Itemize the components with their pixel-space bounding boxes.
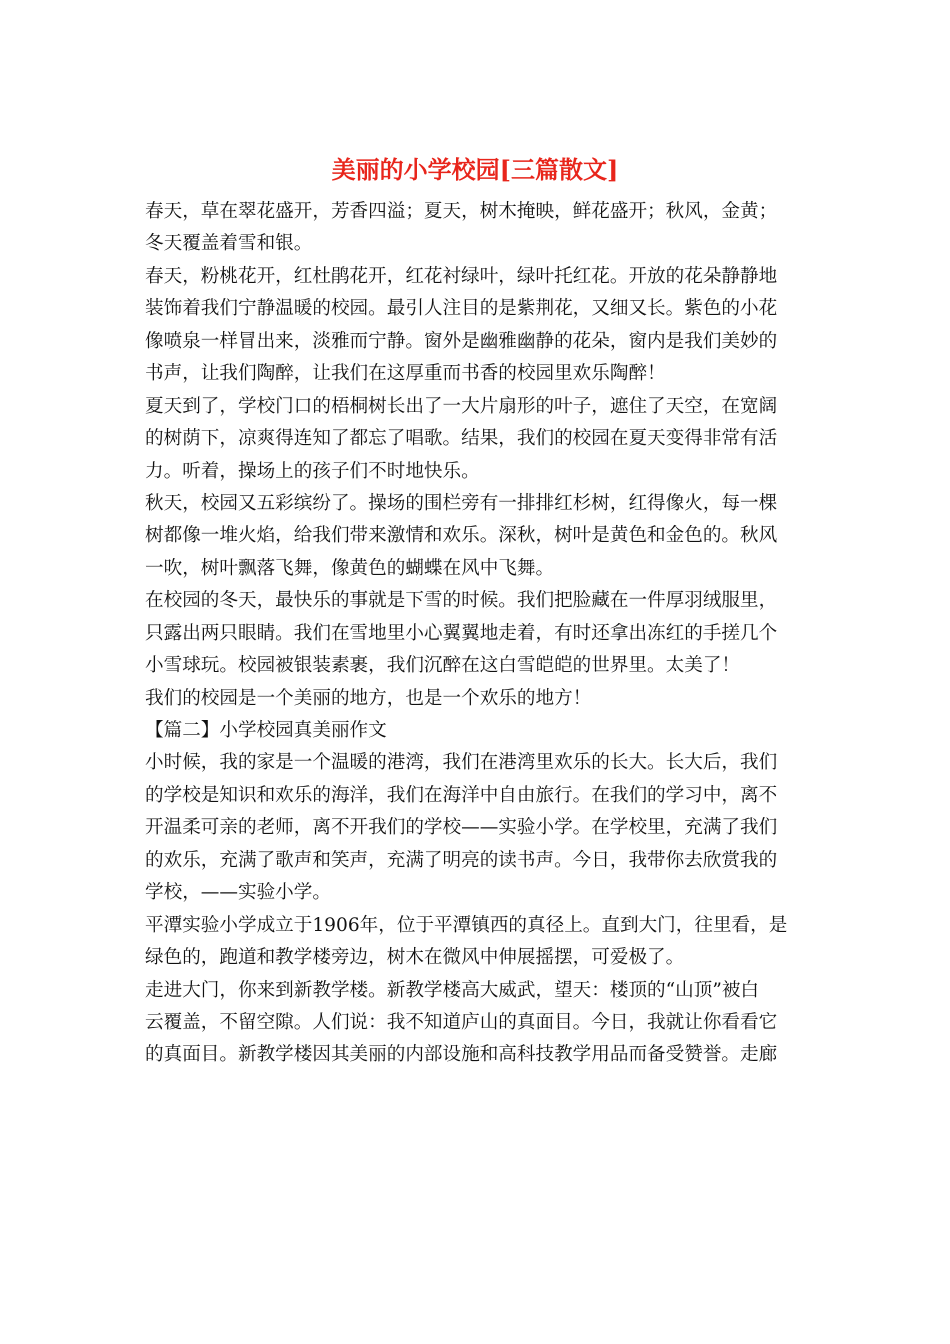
text-line: 春天，粉桃花开，红杜鹃花开，红花衬绿叶，绿叶托红花。开放的花朵静静地 (145, 265, 778, 287)
text-line: 夏天到了，学校门口的梧桐树长出了一大片扇形的叶子，遮住了天空，在宽阔 (145, 395, 778, 417)
text-line: 小雪球玩。校园被银装素裹，我们沉醉在这白雪皑皑的世界里。太美了！ (145, 655, 741, 677)
text-line: 开温柔可亲的老师，离不开我们的学校——实验小学。在学校里，充满了我们 (145, 817, 778, 839)
text-line: 秋天，校园又五彩缤纷了。操场的围栏旁有一排排红杉树，红得像火，每一棵 (145, 492, 778, 514)
text-line: 只露出两只眼睛。我们在雪地里小心翼翼地走着，有时还拿出冻红的手搓几个 (145, 622, 778, 644)
text-line: 树都像一堆火焰，给我们带来激情和欢乐。深秋，树叶是黄色和金色的。秋风 (145, 525, 778, 547)
text-line: 的欢乐，充满了歌声和笑声，充满了明亮的读书声。今日，我带你去欣赏我的 (145, 849, 778, 871)
text-line: 书声，让我们陶醉，让我们在这厚重而书香的校园里欢乐陶醉！ (145, 363, 666, 385)
text-line: 冬天覆盖着雪和银。 (145, 233, 313, 255)
text-line: 一吹，树叶飘落飞舞，像黄色的蝴蝶在风中飞舞。 (145, 557, 555, 579)
text-line: 走进大门，你来到新教学楼。新教学楼高大威武，望天：楼顶的“山顶”被白 (145, 979, 760, 1001)
text-line: 的真面目。新教学楼因其美丽的内部设施和高科技教学用品而备受赞誉。走廊 (145, 1044, 778, 1066)
document-title: 美丽的小学校园[三篇散文] (331, 155, 619, 184)
text-line: 云覆盖，不留空隙。人们说：我不知道庐山的真面目。今日，我就让你看看它 (145, 1011, 778, 1033)
text-line: 的树荫下，凉爽得连知了都忘了唱歌。结果，我们的校园在夏天变得非常有活 (145, 428, 778, 450)
text-line: 像喷泉一样冒出来，淡雅而宁静。窗外是幽雅幽静的花朵，窗内是我们美妙的 (145, 330, 778, 352)
document-body (145, 196, 805, 1072)
text-line: 平潭实验小学成立于1906年，位于平潭镇西的真径上。直到大门，往里看，是 (145, 914, 788, 936)
text-line: 我们的校园是一个美丽的地方，也是一个欢乐的地方！ (145, 687, 592, 709)
text-line: 在校园的冬天，最快乐的事就是下雪的时候。我们把脸藏在一件厚羽绒服里， (145, 590, 778, 612)
text-line: 的学校是知识和欢乐的海洋，我们在海洋中自由旅行。在我们的学习中，离不 (145, 784, 778, 806)
text-line: 力。听着，操场上的孩子们不时地快乐。 (145, 460, 480, 482)
text-line: 装饰着我们宁静温暖的校园。最引人注目的是紫荆花，又细又长。紫色的小花 (145, 298, 778, 320)
section-heading: 【篇二】小学校园真美丽作文 (145, 720, 387, 741)
text-line: 学校，——实验小学。 (145, 882, 331, 904)
text-line: 绿色的，跑道和教学楼旁边，树木在微风中伸展摇摆，可爱极了。 (145, 947, 685, 969)
text-line: 小时候，我的家是一个温暖的港湾，我们在港湾里欢乐的长大。长大后，我们 (145, 752, 778, 774)
text-line: 春天，草在翠花盛开，芳香四溢；夏天，树木掩映，鲜花盛开；秋风，金黄； (145, 201, 778, 222)
